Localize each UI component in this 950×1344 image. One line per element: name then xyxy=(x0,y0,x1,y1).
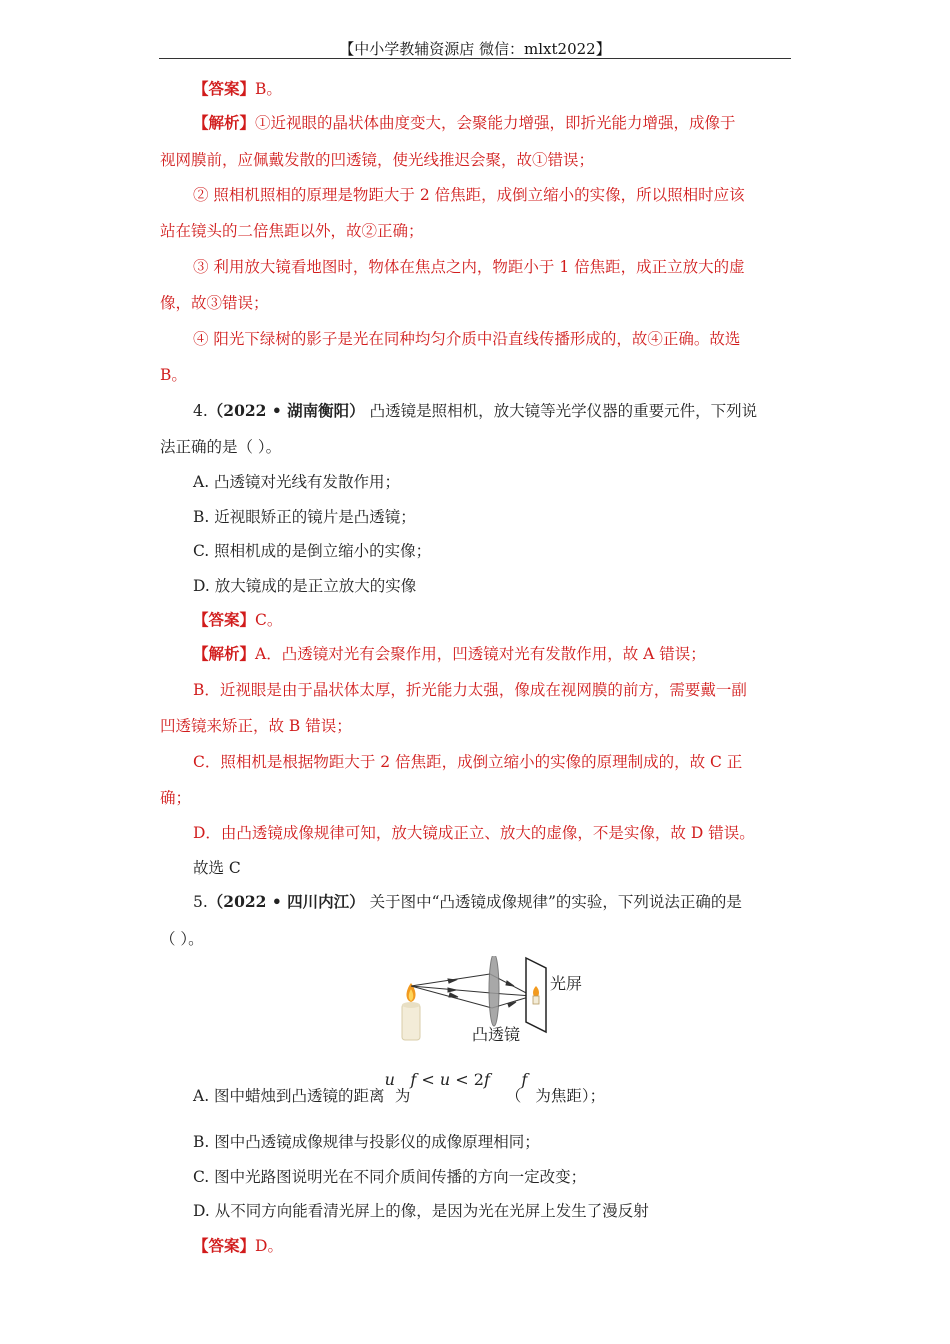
answer-value: B。 xyxy=(255,80,282,98)
math-u: u xyxy=(439,1070,451,1089)
convex-lens-experiment-figure xyxy=(396,956,596,1046)
light-screen-icon xyxy=(526,958,546,1032)
answer-value: D。 xyxy=(255,1237,283,1255)
question-source: （2022 • 四川内江） xyxy=(207,892,365,911)
q5-option-c: C. 图中光路图说明光在不同介质间传播的方向一定改变； xyxy=(193,1168,587,1186)
q4-option-c: C. 照相机成的是倒立缩小的实像； xyxy=(193,542,432,560)
q3-analysis-line-7: ④ 阳光下绿树的影子是光在同种均匀介质中沿直线传播形成的，故④正确。故选 xyxy=(193,330,741,348)
question-number: 5. xyxy=(193,893,208,911)
math-f: f xyxy=(483,1070,490,1089)
question-number: 4. xyxy=(193,402,208,420)
q5-option-d: D. 从不同方向能看清光屏上的像，是因为光在光屏上发生了漫反射 xyxy=(193,1202,649,1220)
option-paren: （ xyxy=(505,1087,522,1105)
q3-analysis-line-2: 视网膜前，应佩戴发散的凹透镜，使光线推迟会聚，故①错误； xyxy=(160,151,595,169)
light-rays xyxy=(411,974,532,1008)
q3-analysis-line-4: 站在镜头的二倍焦距以外，故②正确； xyxy=(160,222,424,240)
math-op: < 2 xyxy=(450,1070,484,1089)
analysis-tag: 【解析】 xyxy=(193,113,256,132)
option-text: 为焦距）； xyxy=(535,1087,606,1105)
page-header: 【中小学教辅资源店 微信：mlxt2022】 xyxy=(339,40,611,58)
q4-stem-line-1 xyxy=(193,400,757,422)
answer-value: C。 xyxy=(255,611,283,629)
q4-analysis-a xyxy=(193,643,706,665)
q4-analysis-b-2: 凹透镜来矫正，故 B 错误； xyxy=(160,717,352,735)
q5-option-a xyxy=(193,1070,606,1107)
analysis-text: A．凸透镜对光有会聚作用，凹透镜对光有发散作用，故 A 错误； xyxy=(255,645,706,663)
q4-stem-line-2: 法正确的是（ ）。 xyxy=(160,438,282,456)
q5-stem-line-2: （ ）。 xyxy=(160,930,204,948)
q3-analysis-line-1 xyxy=(193,112,736,134)
q4-analysis-d: D．由凸透镜成像规律可知，放大镜成正立、放大的虚像，不是实像，故 D 错误。 xyxy=(193,824,755,842)
math-op: < xyxy=(416,1070,440,1089)
q4-conclusion: 故选 C xyxy=(193,859,241,877)
answer-tag: 【答案】 xyxy=(193,610,256,629)
question-stem: 关于图中“凸透镜成像规律”的实验，下列说法正确的是 xyxy=(364,893,742,911)
header-rule xyxy=(159,58,791,59)
math-f: f xyxy=(521,1070,528,1089)
q3-analysis-line-6: 像，故③错误； xyxy=(160,294,269,312)
q3-analysis-line-3: ② 照相机照相的原理是物距大于 2 倍焦距，成倒立缩小的实像，所以照相时应该 xyxy=(193,186,745,204)
math-f: f xyxy=(410,1070,417,1089)
q5-stem-line-1 xyxy=(193,891,742,913)
q3-analysis-line-8: B。 xyxy=(160,366,187,384)
question-source: （2022 • 湖南衡阳） xyxy=(207,401,365,420)
q4-analysis-b-1: B．近视眼是由于晶状体太厚，折光能力太强，像成在视网膜的前方，需要戴一副 xyxy=(193,681,747,699)
answer-tag: 【答案】 xyxy=(193,79,256,98)
question-stem: 凸透镜是照相机，放大镜等光学仪器的重要元件，下列说 xyxy=(364,402,758,420)
q3-analysis-line-5: ③ 利用放大镜看地图时，物体在焦点之内，物距小于 1 倍焦距，成正立放大的虚 xyxy=(193,258,745,276)
convex-lens-icon xyxy=(489,956,499,1026)
screen-label: 光屏 xyxy=(550,974,583,993)
q4-option-b: B. 近视眼矫正的镜片是凸透镜； xyxy=(193,508,416,526)
candle-icon xyxy=(402,983,420,1040)
q4-option-a: A. 凸透镜对光线有发散作用； xyxy=(193,473,401,491)
q4-analysis-c-2: 确； xyxy=(160,789,192,807)
math-u: u xyxy=(384,1070,395,1089)
lens-label: 凸透镜 xyxy=(472,1025,521,1044)
answer-tag: 【答案】 xyxy=(193,1236,256,1255)
analysis-text: ①近视眼的晶状体曲度变大，会聚能力增强，即折光能力增强，成像于 xyxy=(255,114,736,132)
q5-option-b: B. 图中凸透镜成像规律与投影仪的成像原理相同； xyxy=(193,1133,540,1151)
option-text: A. 图中蜡烛到凸透镜的距离 xyxy=(193,1087,385,1105)
math-inequality xyxy=(410,1070,490,1089)
q5-answer-line xyxy=(193,1235,283,1257)
q4-answer-line xyxy=(193,609,282,631)
q4-option-d: D. 放大镜成的是正立放大的实像 xyxy=(193,577,417,595)
q4-analysis-c-1: C．照相机是根据物距大于 2 倍焦距，成倒立缩小的实像的原理制成的，故 C 正 xyxy=(193,753,743,771)
analysis-tag: 【解析】 xyxy=(193,644,256,663)
option-text: 为 xyxy=(394,1087,411,1105)
q3-answer-line xyxy=(193,78,282,100)
